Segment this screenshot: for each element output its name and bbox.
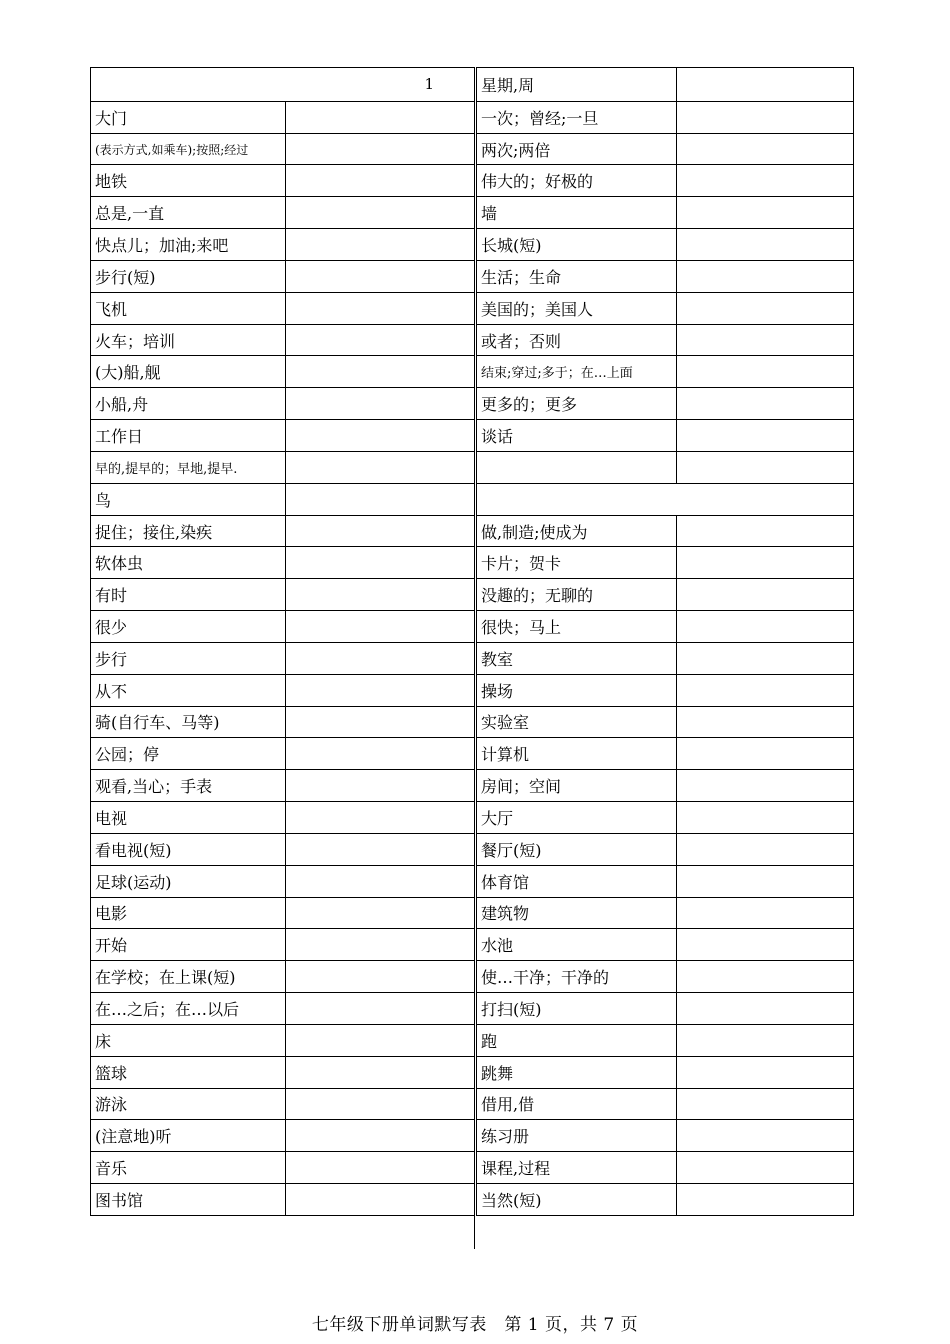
chinese-meaning: 墙 bbox=[477, 197, 677, 228]
answer-cell[interactable] bbox=[677, 866, 854, 897]
table-row bbox=[477, 1184, 854, 1216]
chinese-meaning: 鸟 bbox=[91, 484, 286, 515]
chinese-meaning: 谈话 bbox=[477, 420, 677, 451]
chinese-meaning: 步行 bbox=[91, 643, 286, 674]
answer-cell[interactable] bbox=[286, 611, 475, 642]
chinese-meaning: 长城(短) bbox=[477, 229, 677, 260]
table-row bbox=[477, 707, 854, 739]
chinese-meaning: 音乐 bbox=[91, 1152, 286, 1183]
answer-cell[interactable] bbox=[286, 1152, 475, 1183]
table-row bbox=[91, 738, 475, 770]
chinese-meaning: 跳舞 bbox=[477, 1057, 677, 1088]
answer-cell[interactable] bbox=[286, 356, 475, 387]
chinese-meaning: 体育馆 bbox=[477, 866, 677, 897]
chinese-meaning: 总是,一直 bbox=[91, 197, 286, 228]
answer-cell[interactable] bbox=[677, 611, 854, 642]
chinese-meaning: 生活；生命 bbox=[477, 261, 677, 292]
table-row bbox=[91, 802, 475, 834]
answer-cell[interactable] bbox=[677, 388, 854, 419]
chinese-meaning: 使…干净；干净的 bbox=[477, 961, 677, 992]
table-row bbox=[91, 197, 475, 229]
answer-cell[interactable] bbox=[677, 420, 854, 451]
table-row bbox=[91, 611, 475, 643]
answer-cell[interactable] bbox=[286, 675, 475, 706]
chinese-meaning: 练习册 bbox=[477, 1120, 677, 1151]
table-row bbox=[91, 1120, 475, 1152]
chinese-meaning: 篮球 bbox=[91, 1057, 286, 1088]
page-number: 1 bbox=[91, 68, 475, 101]
answer-cell[interactable] bbox=[286, 961, 475, 992]
table-row bbox=[91, 1057, 475, 1089]
answer-cell[interactable] bbox=[286, 993, 475, 1024]
table-row bbox=[91, 293, 475, 325]
answer-cell[interactable] bbox=[677, 707, 854, 738]
table-row bbox=[477, 293, 854, 325]
table-row bbox=[91, 420, 475, 452]
table-row bbox=[91, 1025, 475, 1057]
table-row bbox=[91, 134, 475, 166]
chinese-meaning: 借用,借 bbox=[477, 1089, 677, 1120]
chinese-meaning: 水池 bbox=[477, 929, 677, 960]
answer-cell[interactable] bbox=[677, 1120, 854, 1151]
table-row bbox=[477, 68, 854, 102]
answer-cell[interactable] bbox=[286, 707, 475, 738]
answer-cell[interactable] bbox=[677, 325, 854, 356]
chinese-meaning: 操场 bbox=[477, 675, 677, 706]
chinese-meaning: 有时 bbox=[91, 579, 286, 610]
table-row bbox=[477, 1025, 854, 1057]
chinese-meaning: 早的,提早的；早地,提早. bbox=[91, 452, 286, 483]
chinese-meaning: 骑(自行车、马等) bbox=[91, 707, 286, 738]
table-row bbox=[91, 961, 475, 993]
chinese-meaning: 很快；马上 bbox=[477, 611, 677, 642]
chinese-meaning: 足球(运动) bbox=[91, 866, 286, 897]
table-row bbox=[91, 898, 475, 930]
answer-cell[interactable] bbox=[286, 898, 475, 929]
chinese-meaning: 餐厅(短) bbox=[477, 834, 677, 865]
table-row bbox=[477, 452, 854, 484]
right-half bbox=[476, 67, 854, 1216]
chinese-meaning bbox=[477, 452, 677, 483]
table-row bbox=[91, 1184, 475, 1216]
chinese-meaning: 电影 bbox=[91, 898, 286, 929]
chinese-meaning: 课程,过程 bbox=[477, 1152, 677, 1183]
answer-cell[interactable] bbox=[286, 738, 475, 769]
chinese-meaning: 或者；否则 bbox=[477, 325, 677, 356]
chinese-meaning: 星期,周 bbox=[477, 68, 677, 101]
chinese-meaning: 地铁 bbox=[91, 165, 286, 196]
chinese-meaning: 教室 bbox=[477, 643, 677, 674]
table-row bbox=[91, 325, 475, 357]
chinese-meaning: 伟大的；好极的 bbox=[477, 165, 677, 196]
chinese-meaning: 没趣的；无聊的 bbox=[477, 579, 677, 610]
table-row bbox=[477, 738, 854, 770]
answer-cell[interactable] bbox=[677, 356, 854, 387]
chinese-meaning: 工作日 bbox=[91, 420, 286, 451]
chinese-meaning: 两次;两倍 bbox=[477, 134, 677, 165]
chinese-meaning: 飞机 bbox=[91, 293, 286, 324]
answer-cell[interactable] bbox=[677, 738, 854, 769]
table-row bbox=[477, 197, 854, 229]
answer-cell[interactable] bbox=[677, 834, 854, 865]
chinese-meaning: (注意地)听 bbox=[91, 1120, 286, 1151]
answer-cell[interactable] bbox=[677, 1089, 854, 1120]
answer-cell[interactable] bbox=[677, 293, 854, 324]
table-row bbox=[91, 484, 475, 516]
chinese-meaning: 软体虫 bbox=[91, 547, 286, 578]
answer-cell[interactable] bbox=[677, 961, 854, 992]
chinese-meaning: 开始 bbox=[91, 929, 286, 960]
table-row bbox=[477, 961, 854, 993]
answer-cell[interactable] bbox=[677, 134, 854, 165]
chinese-meaning: 从不 bbox=[91, 675, 286, 706]
chinese-meaning: 步行(短) bbox=[91, 261, 286, 292]
answer-cell[interactable] bbox=[286, 229, 475, 260]
answer-cell[interactable] bbox=[286, 134, 475, 165]
answer-cell[interactable] bbox=[286, 643, 475, 674]
answer-cell[interactable] bbox=[286, 165, 475, 196]
table-row bbox=[477, 643, 854, 675]
chinese-meaning: 在学校；在上课(短) bbox=[91, 961, 286, 992]
answer-cell[interactable] bbox=[677, 993, 854, 1024]
table-row bbox=[477, 325, 854, 357]
answer-cell[interactable] bbox=[286, 452, 475, 483]
table-row bbox=[477, 134, 854, 166]
table-row bbox=[91, 547, 475, 579]
answer-cell[interactable] bbox=[677, 165, 854, 196]
table-row bbox=[91, 929, 475, 961]
answer-cell[interactable] bbox=[677, 516, 854, 547]
answer-cell[interactable] bbox=[677, 579, 854, 610]
page-number-row bbox=[91, 68, 475, 102]
answer-cell[interactable] bbox=[677, 898, 854, 929]
table-row bbox=[477, 866, 854, 898]
answer-cell[interactable] bbox=[677, 1025, 854, 1056]
answer-cell[interactable] bbox=[286, 388, 475, 419]
table-row bbox=[91, 834, 475, 866]
table-row bbox=[477, 165, 854, 197]
table-row bbox=[477, 420, 854, 452]
answer-cell[interactable] bbox=[286, 484, 475, 515]
chinese-meaning: 实验室 bbox=[477, 707, 677, 738]
table-row bbox=[91, 356, 475, 388]
answer-cell[interactable] bbox=[286, 866, 475, 897]
answer-cell[interactable] bbox=[677, 1184, 854, 1215]
table-row bbox=[91, 866, 475, 898]
answer-cell[interactable] bbox=[286, 1120, 475, 1151]
answer-cell[interactable] bbox=[286, 261, 475, 292]
chinese-meaning: 跑 bbox=[477, 1025, 677, 1056]
answer-cell[interactable] bbox=[286, 516, 475, 547]
table-row bbox=[91, 643, 475, 675]
table-row bbox=[91, 452, 475, 484]
answer-cell[interactable] bbox=[677, 229, 854, 260]
table-row bbox=[477, 229, 854, 261]
chinese-meaning: 观看,当心；手表 bbox=[91, 770, 286, 801]
chinese-meaning: 建筑物 bbox=[477, 898, 677, 929]
table-row bbox=[477, 261, 854, 293]
vocabulary-table bbox=[90, 67, 854, 1249]
answer-cell[interactable] bbox=[286, 834, 475, 865]
chinese-meaning: 火车；培训 bbox=[91, 325, 286, 356]
table-row bbox=[91, 1089, 475, 1121]
answer-cell[interactable] bbox=[677, 675, 854, 706]
chinese-meaning: 图书馆 bbox=[91, 1184, 286, 1215]
answer-cell[interactable] bbox=[677, 770, 854, 801]
answer-cell[interactable] bbox=[286, 802, 475, 833]
table-row bbox=[91, 1152, 475, 1184]
left-half bbox=[90, 67, 475, 1216]
chinese-meaning: 房间；空间 bbox=[477, 770, 677, 801]
table-row bbox=[91, 102, 475, 134]
answer-cell[interactable] bbox=[677, 929, 854, 960]
answer-cell[interactable] bbox=[286, 293, 475, 324]
table-row bbox=[91, 261, 475, 293]
answer-cell[interactable] bbox=[677, 102, 854, 133]
table-row bbox=[477, 675, 854, 707]
answer-cell[interactable] bbox=[286, 420, 475, 451]
chinese-meaning: 在…之后；在…以后 bbox=[91, 993, 286, 1024]
answer-cell[interactable] bbox=[286, 1184, 475, 1215]
chinese-meaning: 游泳 bbox=[91, 1089, 286, 1120]
table-row bbox=[477, 1152, 854, 1184]
table-row bbox=[477, 802, 854, 834]
answer-cell[interactable] bbox=[286, 102, 475, 133]
chinese-meaning: 一次；曾经;一旦 bbox=[477, 102, 677, 133]
table-row bbox=[477, 611, 854, 643]
table-row bbox=[477, 1089, 854, 1121]
chinese-meaning: 看电视(短) bbox=[91, 834, 286, 865]
table-row bbox=[477, 547, 854, 579]
answer-cell[interactable] bbox=[286, 770, 475, 801]
chinese-meaning: 打扫(短) bbox=[477, 993, 677, 1024]
table-row bbox=[477, 516, 854, 548]
chinese-meaning: 卡片；贺卡 bbox=[477, 547, 677, 578]
answer-cell[interactable] bbox=[677, 452, 854, 483]
answer-cell[interactable] bbox=[286, 929, 475, 960]
answer-cell[interactable] bbox=[286, 1057, 475, 1088]
answer-cell[interactable] bbox=[677, 643, 854, 674]
table-row bbox=[477, 356, 854, 388]
chinese-meaning: 计算机 bbox=[477, 738, 677, 769]
answer-cell[interactable] bbox=[286, 197, 475, 228]
table-row bbox=[477, 898, 854, 930]
table-row bbox=[91, 516, 475, 548]
chinese-meaning: 很少 bbox=[91, 611, 286, 642]
table-row bbox=[477, 484, 854, 516]
table-row bbox=[477, 102, 854, 134]
table-row bbox=[91, 579, 475, 611]
chinese-meaning: 电视 bbox=[91, 802, 286, 833]
table-row bbox=[477, 993, 854, 1025]
answer-cell[interactable] bbox=[677, 197, 854, 228]
chinese-meaning: 做,制造;使成为 bbox=[477, 516, 677, 547]
table-row bbox=[91, 770, 475, 802]
table-row bbox=[91, 675, 475, 707]
table-row bbox=[477, 929, 854, 961]
table-row bbox=[91, 165, 475, 197]
answer-cell[interactable] bbox=[286, 547, 475, 578]
page-footer: 七年级下册单词默写表 第 1 页，共 7 页 bbox=[311, 1315, 639, 1335]
table-row bbox=[91, 707, 475, 739]
chinese-meaning: (大)船,舰 bbox=[91, 356, 286, 387]
table-row bbox=[477, 1057, 854, 1089]
answer-cell[interactable] bbox=[677, 68, 854, 101]
chinese-meaning: 快点儿；加油;来吧 bbox=[91, 229, 286, 260]
chinese-meaning: 捉住；接住,染疾 bbox=[91, 516, 286, 547]
answer-cell[interactable] bbox=[286, 1089, 475, 1120]
answer-cell[interactable] bbox=[677, 802, 854, 833]
answer-cell[interactable] bbox=[677, 1057, 854, 1088]
answer-cell[interactable] bbox=[286, 1025, 475, 1056]
chinese-meaning: 小船,舟 bbox=[91, 388, 286, 419]
table-row bbox=[477, 579, 854, 611]
table-row bbox=[477, 834, 854, 866]
table-row bbox=[477, 770, 854, 802]
chinese-meaning: 床 bbox=[91, 1025, 286, 1056]
table-row bbox=[477, 1120, 854, 1152]
chinese-meaning: 大厅 bbox=[477, 802, 677, 833]
answer-cell[interactable] bbox=[677, 261, 854, 292]
answer-cell[interactable] bbox=[677, 1152, 854, 1183]
table-row bbox=[91, 993, 475, 1025]
table-row bbox=[91, 229, 475, 261]
chinese-meaning: 公园；停 bbox=[91, 738, 286, 769]
chinese-meaning: 结束;穿过;多于；在…上面 bbox=[477, 356, 677, 387]
answer-cell[interactable] bbox=[286, 579, 475, 610]
chinese-meaning: 更多的；更多 bbox=[477, 388, 677, 419]
chinese-meaning: 当然(短) bbox=[477, 1184, 677, 1215]
blank-merged-cell bbox=[477, 484, 854, 515]
answer-cell[interactable] bbox=[677, 547, 854, 578]
table-row bbox=[91, 388, 475, 420]
chinese-meaning: 美国的；美国人 bbox=[477, 293, 677, 324]
table-row bbox=[477, 388, 854, 420]
chinese-meaning: (表示方式,如乘车);按照;经过 bbox=[91, 134, 286, 165]
chinese-meaning: 大门 bbox=[91, 102, 286, 133]
answer-cell[interactable] bbox=[286, 325, 475, 356]
